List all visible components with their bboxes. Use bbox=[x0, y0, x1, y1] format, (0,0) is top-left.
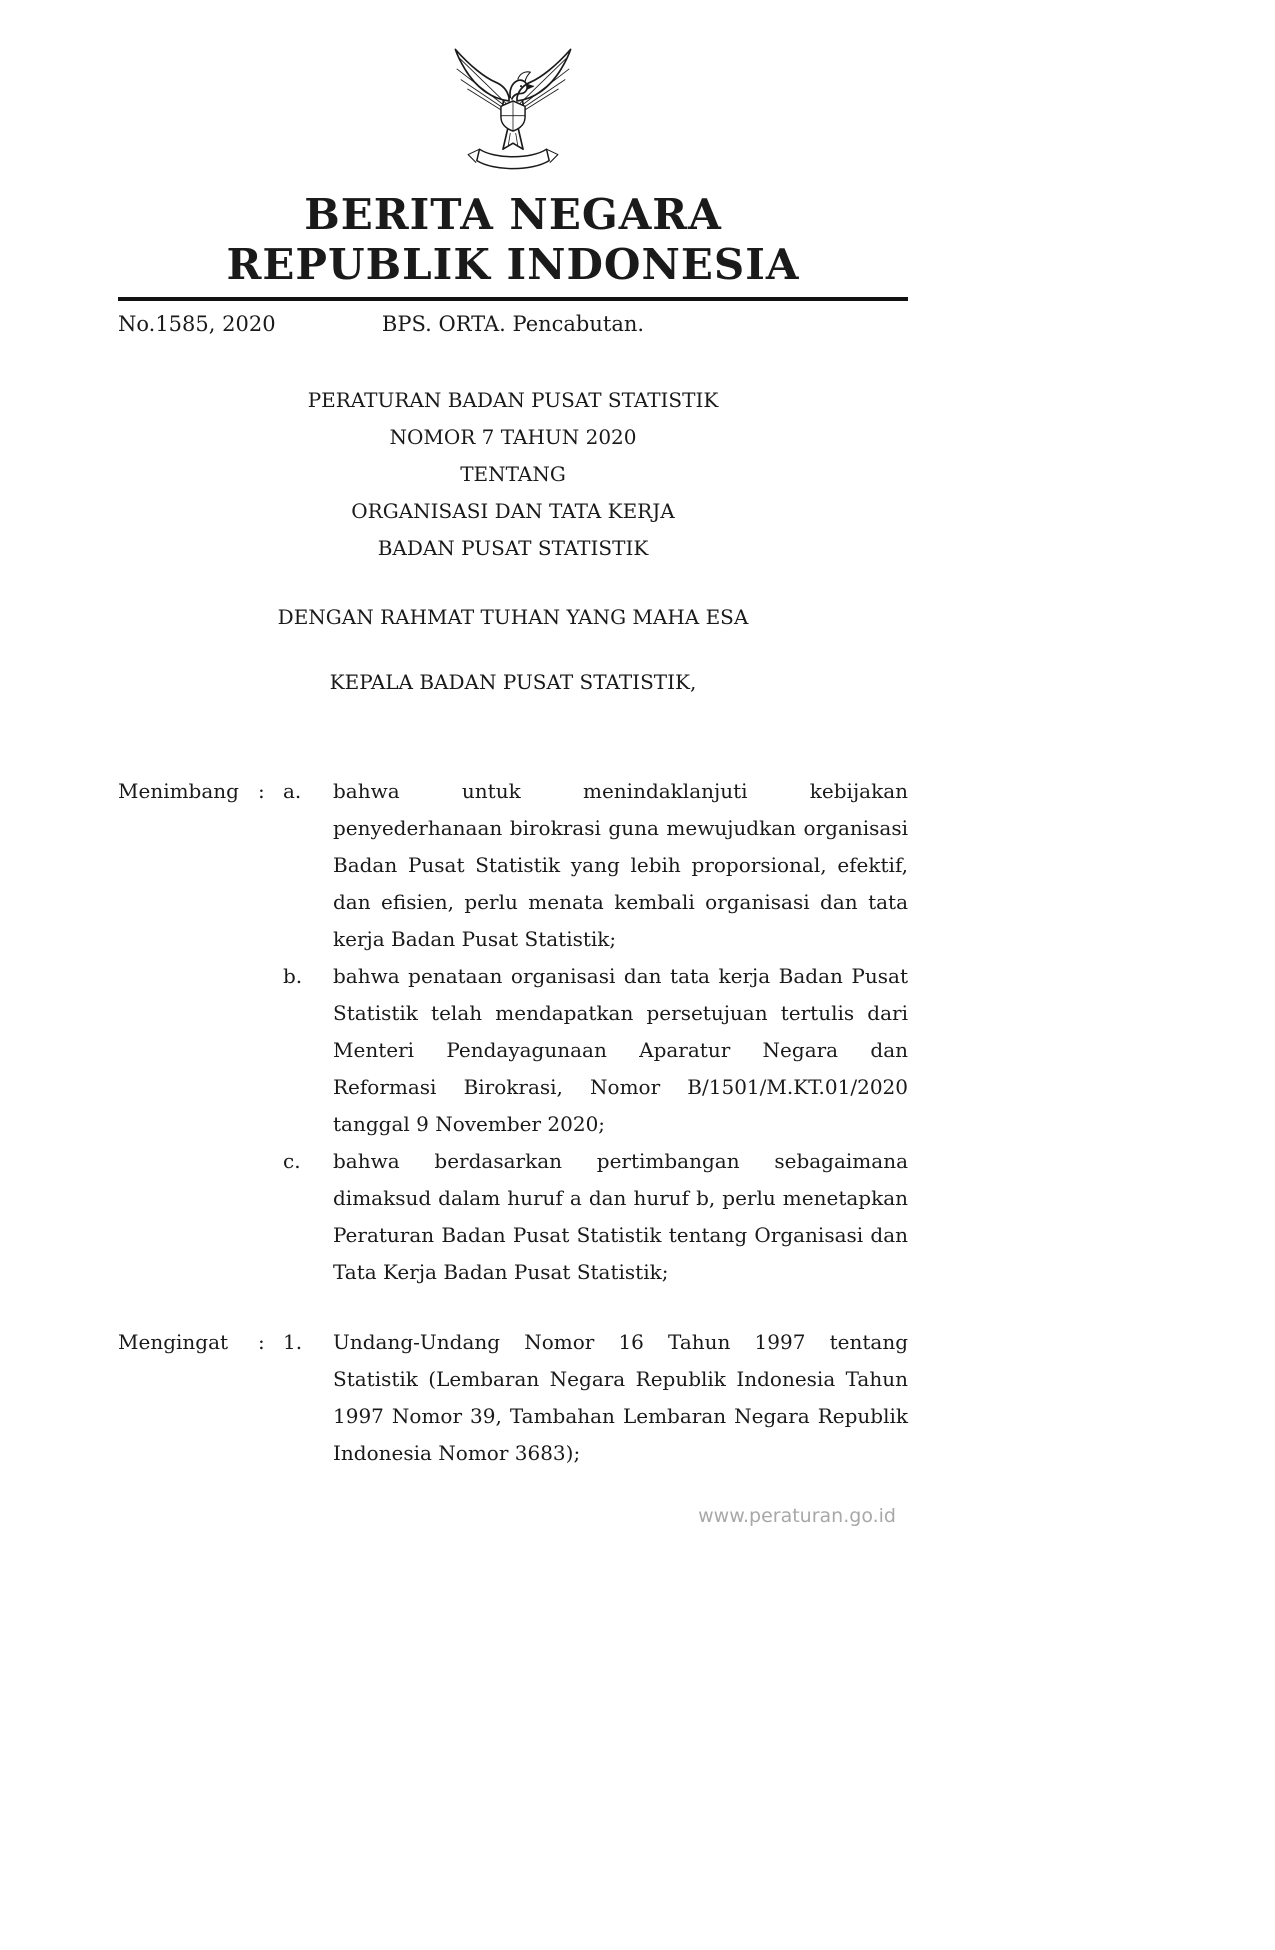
considering-item-a-text: bahwa untuk menindaklanjuti kebijakan penyederhanaan birokrasi guna mewujudkan organisasi Badan Pusat Statistik yang lebih proporsional, efektif, dan efisien, perlu menata kembali organisasi dan tata kerja Badan Pusat Statistik; bbox=[333, 779, 908, 951]
remembering-item-1 bbox=[118, 1324, 908, 1472]
invocation-line: DENGAN RAHMAT TUHAN YANG MAHA ESA bbox=[277, 605, 749, 629]
regulation-title-line-5: BADAN PUSAT STATISTIK bbox=[377, 536, 649, 560]
spacer bbox=[118, 1143, 258, 1291]
regulation-title-line-3: TENTANG bbox=[460, 462, 566, 486]
masthead-title-line1: BERITA NEGARA bbox=[304, 190, 722, 239]
regulation-title-line-4: ORGANISASI DAN TATA KERJA bbox=[351, 499, 675, 523]
considering-block bbox=[118, 773, 908, 1291]
gazette-meta-row bbox=[118, 311, 908, 337]
considering-item-a-marker: a. bbox=[283, 779, 302, 803]
remembering-label: Mengingat bbox=[118, 1330, 229, 1354]
considering-item-b-marker: b. bbox=[283, 964, 303, 988]
considering-item-c-text: bahwa berdasarkan pertimbangan sebagaimana dimaksud dalam huruf a dan huruf b, perlu menetapkan Peraturan Badan Pusat Statistik tentang Organisasi dan Tata Kerja Badan Pusat Statistik; bbox=[333, 1149, 908, 1284]
remembering-separator: : bbox=[258, 1330, 265, 1354]
considering-item-c-marker: c. bbox=[283, 1149, 301, 1173]
gazette-subject: BPS. ORTA. Pencabutan. bbox=[381, 312, 645, 336]
watermark-text: www.peraturan.go.id bbox=[698, 1505, 896, 1527]
considering-item-c bbox=[118, 1143, 908, 1291]
spacer bbox=[258, 1143, 283, 1291]
spacer bbox=[258, 958, 283, 1143]
remembering-block bbox=[118, 1324, 908, 1472]
regulation-title-line-2: NOMOR 7 TAHUN 2020 bbox=[389, 425, 637, 449]
issuing-official-line: KEPALA BADAN PUSAT STATISTIK, bbox=[329, 670, 697, 694]
regulation-title-line-1: PERATURAN BADAN PUSAT STATISTIK bbox=[307, 388, 719, 412]
considering-label: Menimbang bbox=[118, 779, 239, 803]
considering-item-a bbox=[118, 773, 908, 958]
considering-item-b-text: bahwa penataan organisasi dan tata kerja Badan Pusat Statistik telah mendapatkan persetujuan tertulis dari Menteri Pendayagunaan Aparatur Negara dan Reformasi Birokrasi, Nomor B/1501/M.KT.01/2020 tanggal 9 November 2020; bbox=[333, 964, 908, 1136]
spacer bbox=[118, 958, 258, 1143]
considering-separator: : bbox=[258, 779, 265, 803]
page-content bbox=[118, 0, 908, 1472]
masthead bbox=[118, 190, 908, 290]
remembering-item-1-marker: 1. bbox=[283, 1330, 303, 1354]
gazette-number: No.1585, 2020 bbox=[118, 312, 276, 336]
masthead-title-line2: REPUBLIK INDONESIA bbox=[226, 240, 800, 289]
considering-item-b bbox=[118, 958, 908, 1143]
regulation-title-block bbox=[118, 382, 908, 567]
garuda-pancasila-emblem-icon bbox=[446, 42, 580, 180]
masthead-rule bbox=[118, 297, 908, 301]
remembering-item-1-text: Undang-Undang Nomor 16 Tahun 1997 tentang Statistik (Lembaran Negara Republik Indonesia Tahun 1997 Nomor 39, Tambahan Lembaran Negara Republik Indonesia Nomor 3683); bbox=[333, 1330, 908, 1465]
